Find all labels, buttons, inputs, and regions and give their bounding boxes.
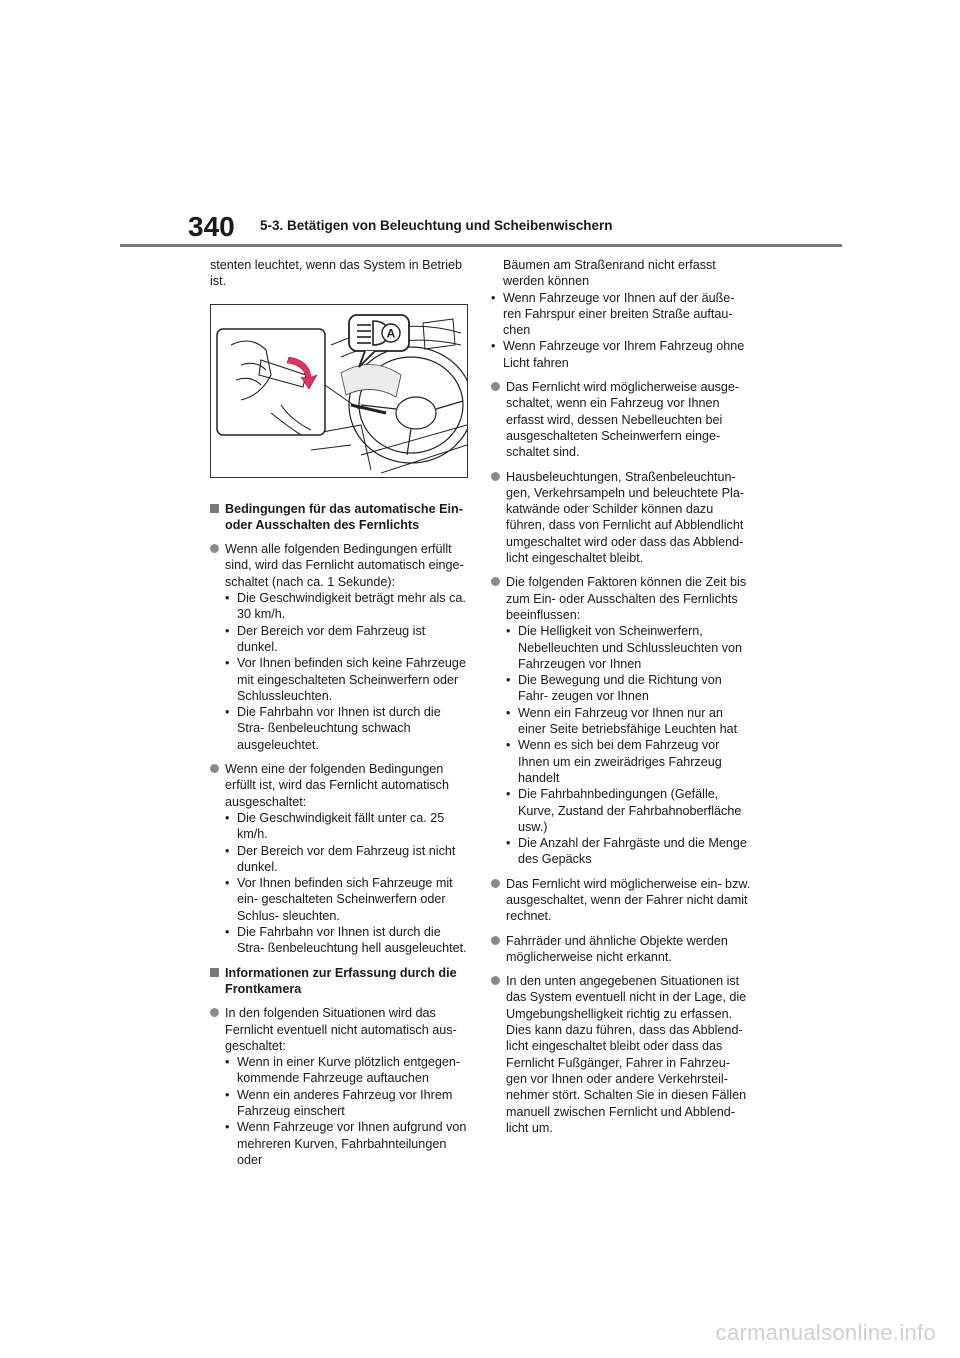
list-item: • Vor Ihnen befinden sich keine Fahrzeuge mit eingeschalteten Scheinwerfern oder Schlussleuchten. [225, 655, 468, 704]
bullet-list [225, 810, 468, 957]
street-light-item: Hausbeleuchtungen, Straßenbeleuchtun- gen, Verkehrsampeln und beleuchtete Pla- katwände oder Schilder können dazu führen, dass von Fernlicht auf Abblendlicht umgeschaltet wird oder dass das Abblend- licht eingeschaltet bleibt. [491, 469, 753, 567]
bullet-list [225, 590, 468, 753]
circle-bullet-icon [210, 544, 219, 553]
section-heading-conditions: Bedingungen für das automatische Ein- oder Ausschalten des Fernlichts [210, 501, 468, 534]
bullet-list-continued [491, 257, 753, 371]
right-column [491, 257, 753, 1144]
list-item: • Die Bewegung und die Richtung von Fahr- zeugen vor Ihnen [506, 672, 753, 705]
circle-bullet-icon [491, 382, 500, 391]
unexpected-switch-item: Das Fernlicht wird möglicherweise ein- bzw. ausgeschaltet, wenn der Fahrer nicht damit rechnet. [491, 876, 753, 925]
list-item: • Wenn ein Fahrzeug vor Ihnen nur an einer Seite betriebsfähige Leuchten hat [506, 705, 753, 738]
list-item: • Die Geschwindigkeit fällt unter ca. 25 km/h. [225, 810, 468, 843]
section-heading-camera: Informationen zur Erfassung durch die Frontkamera [210, 965, 468, 998]
circle-bullet-icon [491, 879, 500, 888]
auto-high-beam-figure [210, 304, 468, 478]
list-item: • Wenn es sich bei dem Fahrzeug vor Ihnen um ein zweirädriges Fahrzeug handelt [506, 737, 753, 786]
list-item: • Die Fahrbahnbedingungen (Gefälle, Kurve, Zustand der Fahrbahnoberfläche usw.) [506, 786, 753, 835]
list-item: • Die Geschwindigkeit beträgt mehr als ca. 30 km/h. [225, 590, 468, 623]
list-item-continued: Bäumen am Straßenrand nicht erfasst werden können [503, 258, 716, 289]
list-item: • Die Helligkeit von Scheinwerfern, Nebelleuchten und Schlussleuchten von Fahrzeugen vor Ihnen [506, 623, 753, 672]
square-marker-icon [210, 968, 219, 977]
list-item: • Der Bereich vor dem Fahrzeug ist dunkel. [225, 623, 468, 656]
square-marker-icon [210, 504, 219, 513]
list-item: • Die Fahrbahn vor Ihnen ist durch die Stra- ßenbeleuchtung hell ausgeleuchtet. [225, 924, 468, 957]
list-item: • Wenn Fahrzeuge vor Ihnen aufgrund von mehreren Kurven, Fahrbahnteilungen oder [225, 1119, 468, 1168]
left-column [210, 257, 468, 1176]
list-item: • Wenn Fahrzeuge vor Ihnen auf der äuße- ren Fahrspur einer breiten Straße auftau- chen [491, 290, 753, 339]
list-item: • Die Fahrbahn vor Ihnen ist durch die Stra- ßenbeleuchtung schwach ausgeleuchtet. [225, 704, 468, 753]
list-item: • Wenn in einer Kurve plötzlich entgegen- kommende Fahrzeuge auftauchen [225, 1054, 468, 1087]
intro-text: stenten leuchtet, wenn das System in Betrieb ist. [210, 258, 463, 289]
section-title: 5-3. Betätigen von Beleuchtung und Scheibenwischern [260, 218, 613, 233]
list-item: • Der Bereich vor dem Fahrzeug ist nicht dunkel. [225, 843, 468, 876]
circle-bullet-icon [210, 1008, 219, 1017]
page-number: 340 [188, 211, 235, 242]
factors-item: Die folgenden Faktoren können die Zeit bis zum Ein- oder Ausschalten des Fernlichts beeinflussen: • Die Helligkeit von Scheinwerfern, Nebelleuchten und Schlussleuchten von Fahrzeugen vor Ihnen • Die Bewegung und die Richtung von Fahr- zeugen vor Ihnen • Wenn ein Fahrzeug vor Ihnen nur an einer Seite betriebsfähige Leuchten hat • Wenn es sich bei dem Fahrzeug vor Ihnen um ein zweirädriges Fahrzeug handelt • Die Fahrbahnbedingungen (Gefälle, Kurve, Zustand der Fahrbahnoberfläche usw.) • Die Anzahl der Fahrgäste und die Menge des Gepäcks [491, 574, 753, 867]
list-item: • Wenn ein anderes Fahrzeug vor Ihrem Fahrzeug einschert [225, 1087, 468, 1120]
condition-item-on: Wenn alle folgenden Bedingungen erfüllt sind, wird das Fernlicht automatisch einge- schaltet (nach ca. 1 Sekunde): • Die Geschwindigkeit beträgt mehr als ca. 30 km/h. • Der Bereich vor dem Fahrzeug ist dunkel. • Vor Ihnen befinden sich keine Fahrzeuge mit eingeschalteten Scheinwerfern oder Schlussleuchten. • Die Fahrbahn vor Ihnen ist durch die Stra- ßenbeleuchtung schwach ausgeleuchtet. [210, 541, 468, 753]
list-item: • Wenn Fahrzeuge vor Ihrem Fahrzeug ohne Licht fahren [491, 338, 753, 371]
watermark: carmanualsonline.info [715, 1320, 936, 1345]
fog-light-item: Das Fernlicht wird möglicherweise ausge- schaltet, wenn ein Fahrzeug vor Ihnen erfasst wird, dessen Nebelleuchten bei ausgeschalteten Scheinwerfern einge- schaltet sind. [491, 379, 753, 460]
circle-bullet-icon [491, 976, 500, 985]
list-item: • Die Anzahl der Fahrgäste und die Menge des Gepäcks [506, 835, 753, 868]
bullet-list [225, 1054, 468, 1168]
list-item: • Vor Ihnen befinden sich Fahrzeuge mit ein- geschalteten Scheinwerfern oder Schlus- sleuchten. [225, 875, 468, 924]
circle-bullet-icon [491, 936, 500, 945]
camera-item: In den folgenden Situationen wird das Fernlicht eventuell nicht automatisch aus- geschaltet: • Wenn in einer Kurve plötzlich entgegen- kommende Fahrzeuge auftauchen • Wenn ein anderes Fahrzeug vor Ihrem Fahrzeug einschert • Wenn Fahrzeuge vor Ihnen aufgrund von mehreren Kurven, Fahrbahnteilungen oder [210, 1005, 468, 1168]
circle-bullet-icon [491, 577, 500, 586]
circle-bullet-icon [491, 472, 500, 481]
circle-bullet-icon [210, 764, 219, 773]
condition-item-off: Wenn eine der folgenden Bedingungen erfüllt ist, wird das Fernlicht automatisch ausgeschaltet: • Die Geschwindigkeit fällt unter ca. 25 km/h. • Der Bereich vor dem Fahrzeug ist nicht dunkel. • Vor Ihnen befinden sich Fahrzeuge mit ein- geschalteten Scheinwerfern oder Schlus- sleuchten. • Die Fahrbahn vor Ihnen ist durch die Stra- ßenbeleuchtung hell ausgeleuchtet. [210, 761, 468, 957]
brightness-item: In den unten angegebenen Situationen ist das System eventuell nicht in der Lage, die Umgebungshelligkeit richtig zu erfassen. Dies kann dazu führen, dass das Abblend- licht eingeschaltet bleibt oder dass das Fernlicht Fußgänger, Fahrer in Fahrzeu- gen vor Ihnen oder andere Verkehrsteil- nehmer stört. Schalten Sie in diesen Fällen manuell zwischen Fernlicht und Abblend- licht um. [491, 973, 753, 1136]
header-divider [120, 244, 842, 247]
bicycle-item: Fahrräder und ähnliche Objekte werden möglicherweise nicht erkannt. [491, 933, 753, 966]
bullet-list [506, 623, 753, 867]
lever-illustration [211, 305, 467, 477]
auto-label: A [386, 326, 396, 341]
